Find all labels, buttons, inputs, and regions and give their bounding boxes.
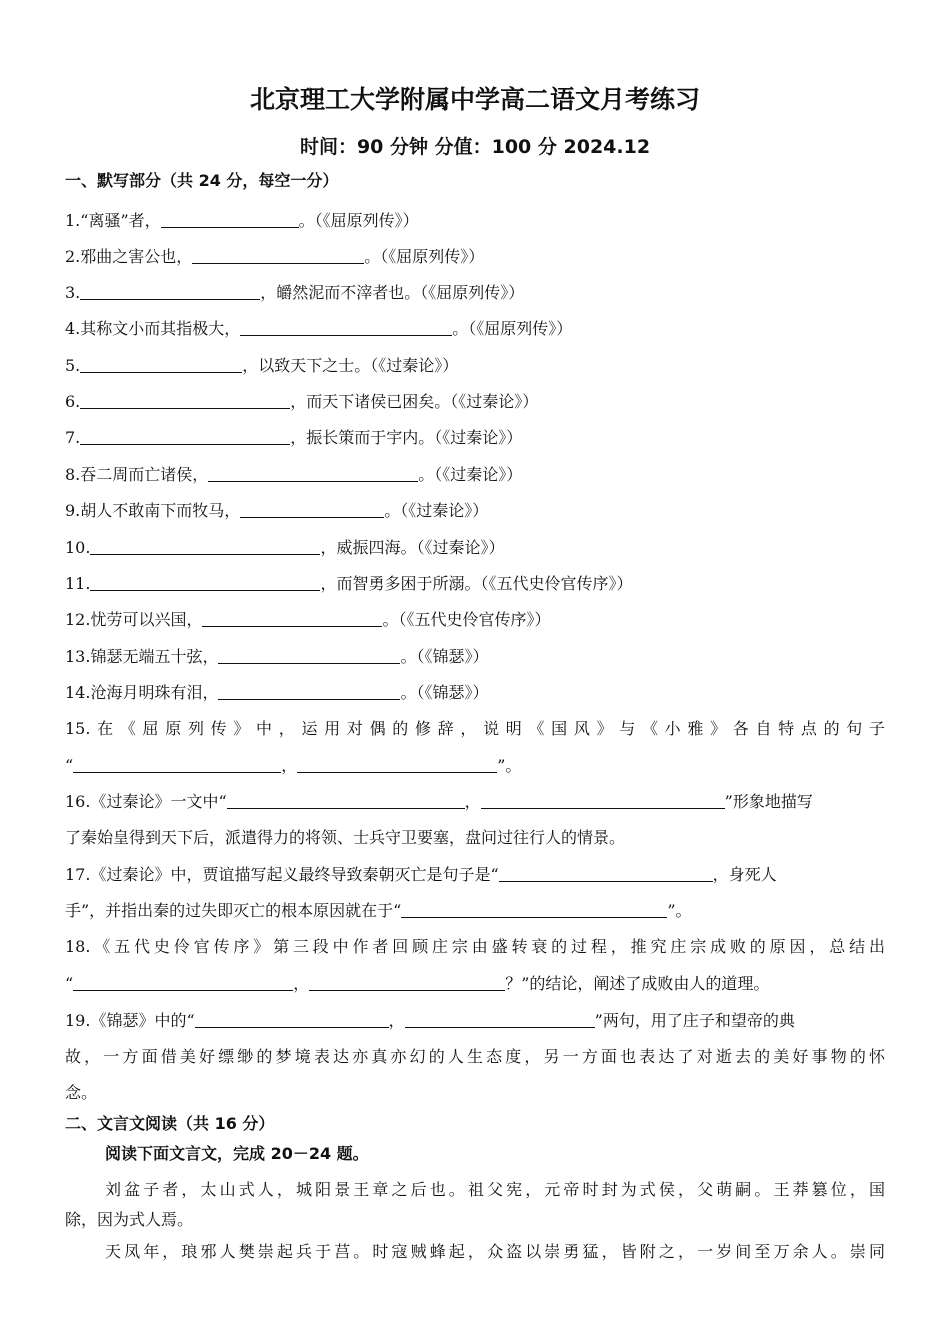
answer-blank[interactable] [192,247,364,264]
question-text: 3. [65,283,81,302]
question-source: ，而智勇多困于所溺。（《五代史伶官传序》） [320,574,633,593]
question-8 [65,465,522,485]
question-source: ，以致天下之士。（《过秦论》） [242,356,459,375]
answer-blank[interactable] [218,647,400,664]
question-19-line-1 [65,1011,795,1031]
answer-blank[interactable] [90,538,320,555]
answer-blank[interactable] [90,574,320,591]
answer-blank[interactable] [73,974,293,991]
answer-blank[interactable] [80,356,242,373]
quote-open: “ [65,756,74,775]
question-text: 5. [65,356,81,375]
question-text: 13.锦瑟无端五十弦， [65,647,219,666]
question-11 [65,574,632,594]
question-text: ”形象地描写 [724,792,813,811]
question-text: ”两句，用了庄子和望帝的典 [594,1011,795,1030]
question-15-line-1: 15.在《屈原列传》中，运用对偶的修辞，说明《国风》与《小雅》各自特点的句子 [65,719,885,738]
answer-blank[interactable] [208,465,418,482]
answer-blank[interactable] [195,1011,389,1028]
question-text: 2.邪曲之害公也， [65,247,193,266]
question-text: 16.《过秦论》一文中“ [65,792,227,811]
question-18-line-2 [65,974,769,994]
answer-blank[interactable] [161,211,299,228]
answer-blank[interactable] [202,610,382,627]
quote-open: “ [65,974,74,993]
passage-paragraph-1-line-1: 刘盆子者，太山式人，城阳景王章之后也。祖父宪，元帝时封为式侯，父萌嗣。王莽篡位，国 [105,1180,885,1199]
question-9 [65,501,488,521]
question-12 [65,610,550,630]
question-source: 。（《屈原列传》） [364,247,485,266]
question-source: ，皭然泥而不滓者也。（《屈原列传》） [260,283,525,302]
question-19-line-3: 念。 [65,1083,98,1102]
question-source: 。（《锦瑟》） [400,683,489,702]
question-text: 1.“离骚”者， [65,211,161,230]
question-19-line-2: 故，一方面借美好缥缈的梦境表达亦真亦幻的人生态度，另一方面也表达了对逝去的美好事物的怀 [65,1047,885,1066]
comma: ， [464,792,481,811]
question-source: ，振长策而于宇内。（《过秦论》） [290,428,523,447]
answer-blank[interactable] [240,319,452,336]
question-text: 4.其称文小而其指极大， [65,319,241,338]
question-16-line-1 [65,792,813,812]
question-text: 9.胡人不敢南下而牧马， [65,501,241,520]
answer-blank[interactable] [499,865,713,882]
answer-blank[interactable] [80,392,290,409]
question-text: 12.忧劳可以兴国， [65,610,203,629]
passage-paragraph-2-line-1: 天凤年，琅邪人樊崇起兵于莒。时寇贼蜂起，众盗以崇勇猛，皆附之，一岁间至万余人。崇同 [105,1242,885,1261]
answer-blank[interactable] [227,792,465,809]
answer-blank[interactable] [405,1011,595,1028]
question-2 [65,247,484,267]
question-source: 。（《锦瑟》） [400,647,489,666]
comma: ， [281,756,298,775]
answer-blank[interactable] [73,756,281,773]
question-source: 。（《五代史伶官传序》） [382,610,551,629]
question-source: 。（《屈原列传》） [452,319,573,338]
question-source: 。（《过秦论》） [418,465,523,484]
question-source: ，威振四海。（《过秦论》） [320,538,505,557]
question-text: ？”的结论，阐述了成败由人的道理。 [505,974,770,993]
page-title: 北京理工大学附属中学高二语文月考练习 [249,85,700,114]
answer-blank[interactable] [401,901,667,918]
question-3 [65,283,524,303]
question-1 [65,211,419,231]
question-text: ”。 [667,901,692,920]
question-source: ，而天下诸侯已困矣。（《过秦论》） [290,392,539,411]
answer-blank[interactable] [240,501,384,518]
question-16-line-2: 了秦始皇得到天下后，派遣得力的将领、士兵守卫要塞，盘问过往行人的情景。 [65,828,626,847]
quote-close: ”。 [497,756,522,775]
question-text: 7. [65,428,81,447]
comma: ， [388,1011,405,1030]
question-6 [65,392,538,412]
comma: ， [293,974,310,993]
answer-blank[interactable] [80,283,260,300]
question-17-line-2 [65,901,692,921]
section-heading-dictation: 一、默写部分（共 24 分，每空一分） [65,171,339,190]
question-18-line-1: 18.《五代史伶官传序》第三段中作者回顾庄宗由盛转衰的过程，推究庄宗成败的原因，总结出 [65,937,885,956]
question-17-line-1 [65,865,777,885]
question-source: 。（《过秦论》） [384,501,489,520]
answer-blank[interactable] [481,792,725,809]
passage-paragraph-1-line-2: 除，因为式人焉。 [65,1210,194,1229]
question-10 [65,538,504,558]
question-14 [65,683,488,703]
question-5 [65,356,458,376]
question-source: 。（《屈原列传》） [298,211,419,230]
question-text: 10. [65,538,91,557]
answer-blank[interactable] [309,974,505,991]
question-text: 19.《锦瑟》中的“ [65,1011,195,1030]
exam-info: 时间：90 分钟 分值：100 分 2024.12 [299,136,651,158]
answer-blank[interactable] [297,756,497,773]
answer-blank[interactable] [80,428,290,445]
question-text: 11. [65,574,91,593]
question-text: 8.吞二周而亡诸侯， [65,465,209,484]
question-7 [65,428,522,448]
question-text: 6. [65,392,81,411]
question-15-line-2 [65,756,521,776]
question-text: 手”，并指出秦的过失即灭亡的根本原因就在于“ [65,901,402,920]
question-text: 14.沧海月明珠有泪， [65,683,219,702]
reading-instruction: 阅读下面文言文，完成 20－24 题。 [105,1144,369,1163]
question-text: 17.《过秦论》中，贾谊描写起义最终导致秦朝灭亡是句子是“ [65,865,499,884]
section-heading-classical-reading: 二、文言文阅读（共 16 分） [65,1114,275,1133]
question-13 [65,647,488,667]
question-text: ，身死人 [712,865,777,884]
answer-blank[interactable] [218,683,400,700]
question-4 [65,319,572,339]
